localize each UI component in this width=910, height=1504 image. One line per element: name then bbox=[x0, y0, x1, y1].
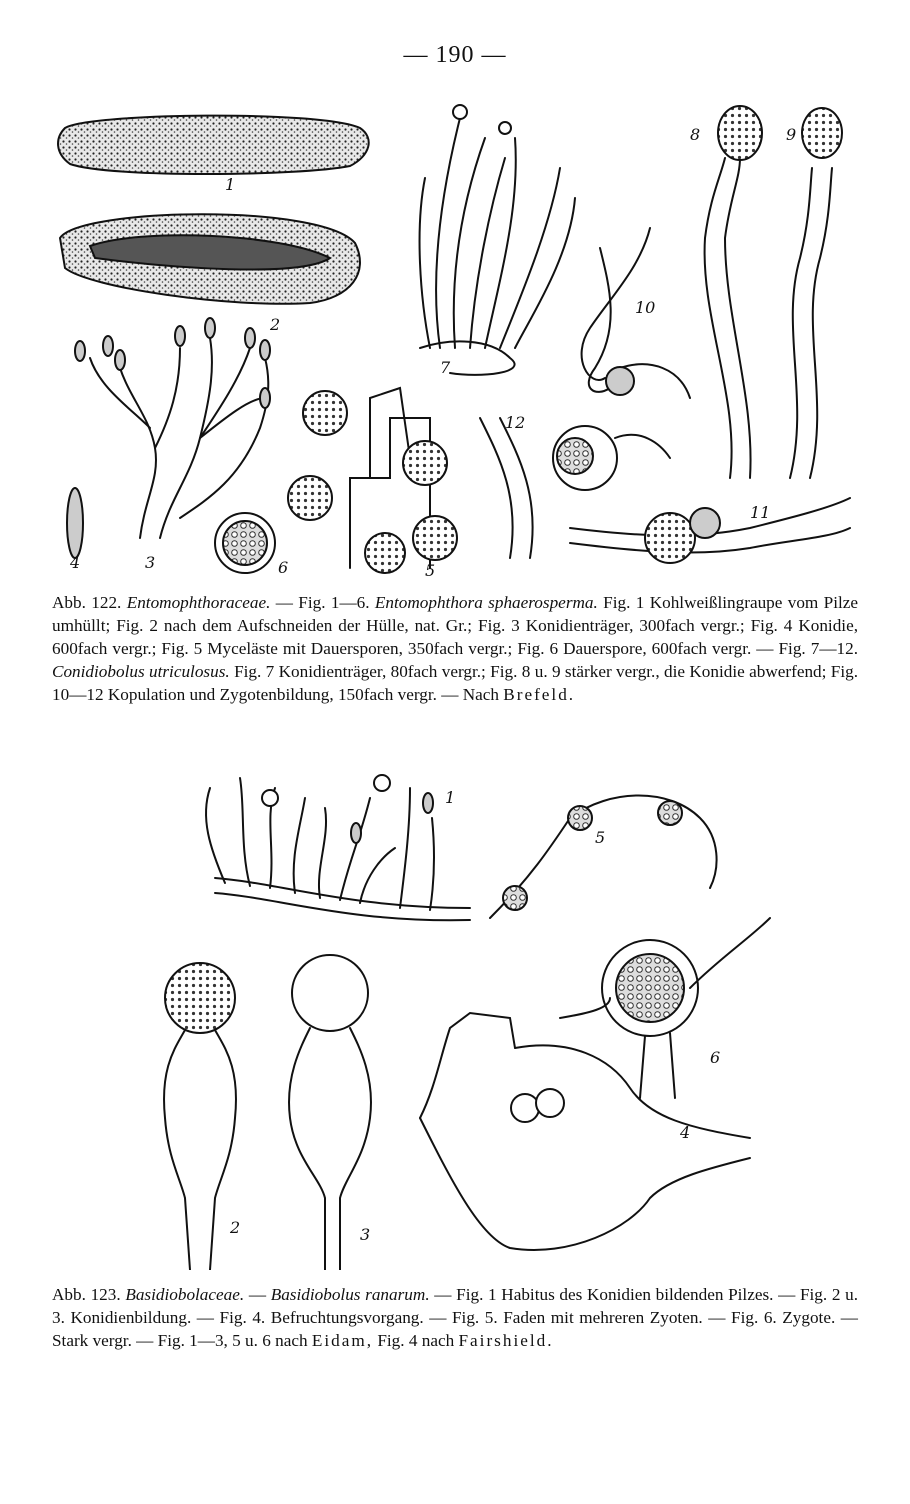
caption-122-family: Entomophthoraceae. bbox=[126, 593, 271, 612]
fig122-label-9: 9 bbox=[786, 125, 797, 144]
fig122-label-11: 11 bbox=[750, 503, 771, 522]
caption-123-text-1: — bbox=[244, 1285, 271, 1304]
caption-122-text-1: — Fig. 1—6. bbox=[270, 593, 375, 612]
fig1-habitus bbox=[206, 775, 470, 920]
fig122-label-1: 1 bbox=[225, 175, 236, 194]
figure-122-illustration bbox=[50, 98, 870, 584]
fig2-conidium-formation bbox=[164, 963, 236, 1270]
caption-122-author: Brefeld. bbox=[503, 685, 576, 704]
fig122-label-10: 10 bbox=[635, 298, 656, 317]
caption-122-species-2: Conidiobolus utriculosus. bbox=[52, 662, 230, 681]
fig122-label-7: 7 bbox=[440, 358, 451, 377]
caption-123-author-1: Eidam, bbox=[311, 1331, 374, 1350]
fig4-fertilization bbox=[420, 1013, 750, 1250]
fig1-caterpillar bbox=[58, 116, 369, 174]
caption-122-text-3: Fig. 7 Konidienträger, 80fach vergr.; Fig. 8 u. 9 stärker vergr., die Konidie abwerfend; Fig. 10—12 Kopulation und Zygotenbildung, 150fach vergr. — Nach bbox=[52, 662, 859, 704]
fig122-label-2: 2 bbox=[270, 315, 281, 334]
caption-123-text-2: — Fig. 1 Habitus des Konidien bildenden Pilzes. — Fig. 2 u. 3. Konidienbildung. — Fig. 4. Befruchtungsvorgang. — Fig. 5. Faden mit mehreren Zyoten. — Fig. 6. Zygote. — Stark vergr. — Fig. 1—3, 5 u. 6 nach bbox=[52, 1285, 859, 1350]
fig12-zygote bbox=[480, 418, 670, 558]
caption-123-author-2: Fairshield. bbox=[458, 1331, 554, 1350]
figure-123-illustration bbox=[50, 758, 870, 1270]
figure-122-drawing bbox=[50, 98, 870, 584]
figure-122-caption bbox=[52, 591, 858, 706]
fig11-zygote-formation bbox=[570, 498, 850, 563]
fig4-conidium bbox=[67, 488, 83, 558]
fig5-hypha-zygotes bbox=[490, 796, 717, 919]
caption-123-text-3: Fig. 4 nach bbox=[373, 1331, 459, 1350]
page-number: — 190 — bbox=[403, 42, 507, 68]
fig122-label-3: 3 bbox=[145, 553, 156, 572]
fig123-label-4: 4 bbox=[680, 1123, 691, 1142]
fig122-label-6: 6 bbox=[278, 558, 289, 577]
fig122-label-12: 12 bbox=[505, 413, 526, 432]
fig122-label-8: 8 bbox=[690, 125, 701, 144]
fig3-conidium-formation bbox=[289, 955, 371, 1270]
fig123-label-5: 5 bbox=[595, 828, 606, 847]
caption-122-text-2: Fig. 1 Kohlweißlingraupe vom Pilze umhüllt; Fig. 2 nach dem Aufschneiden der Hülle, nat. Gr.; Fig. 3 Konidienträger, 300fach vergr.; Fig. 4 Konidie, 600fach vergr.; Fig. 5 Myceläste mit Dauersporen, 350fach vergr.; Fig. 6 Dauerspore, 600fach vergr. — Fig. 7—12. bbox=[52, 593, 859, 658]
fig123-label-1: 1 bbox=[445, 788, 456, 807]
caption-122-species-1: Entomophthora sphaerosperma. bbox=[374, 593, 598, 612]
fig123-label-3: 3 bbox=[360, 1225, 371, 1244]
fig6-zygote bbox=[560, 918, 770, 1098]
fig9-conidium-discharge bbox=[790, 108, 842, 478]
fig8-conidium-discharge bbox=[705, 106, 762, 478]
fig3-conidiophores bbox=[75, 318, 270, 538]
fig122-label-5: 5 bbox=[425, 561, 436, 580]
figure-123-drawing bbox=[50, 758, 870, 1270]
fig123-label-6: 6 bbox=[710, 1048, 721, 1067]
fig7-conidiophores bbox=[420, 105, 575, 375]
figure-123-caption bbox=[52, 1283, 858, 1352]
caption-123-species: Basidiobolus ranarum. bbox=[270, 1285, 430, 1304]
caption-123-family: Basidiobolaceae. bbox=[125, 1285, 245, 1304]
fig122-label-4: 4 bbox=[70, 553, 81, 572]
fig6-resting-spore bbox=[215, 513, 275, 573]
caption-122-number: Abb. 122. bbox=[52, 593, 122, 612]
fig123-label-2: 2 bbox=[230, 1218, 241, 1237]
caption-123-number: Abb. 123. bbox=[52, 1285, 121, 1304]
fig5-mycelium-resting-spores bbox=[288, 388, 457, 573]
